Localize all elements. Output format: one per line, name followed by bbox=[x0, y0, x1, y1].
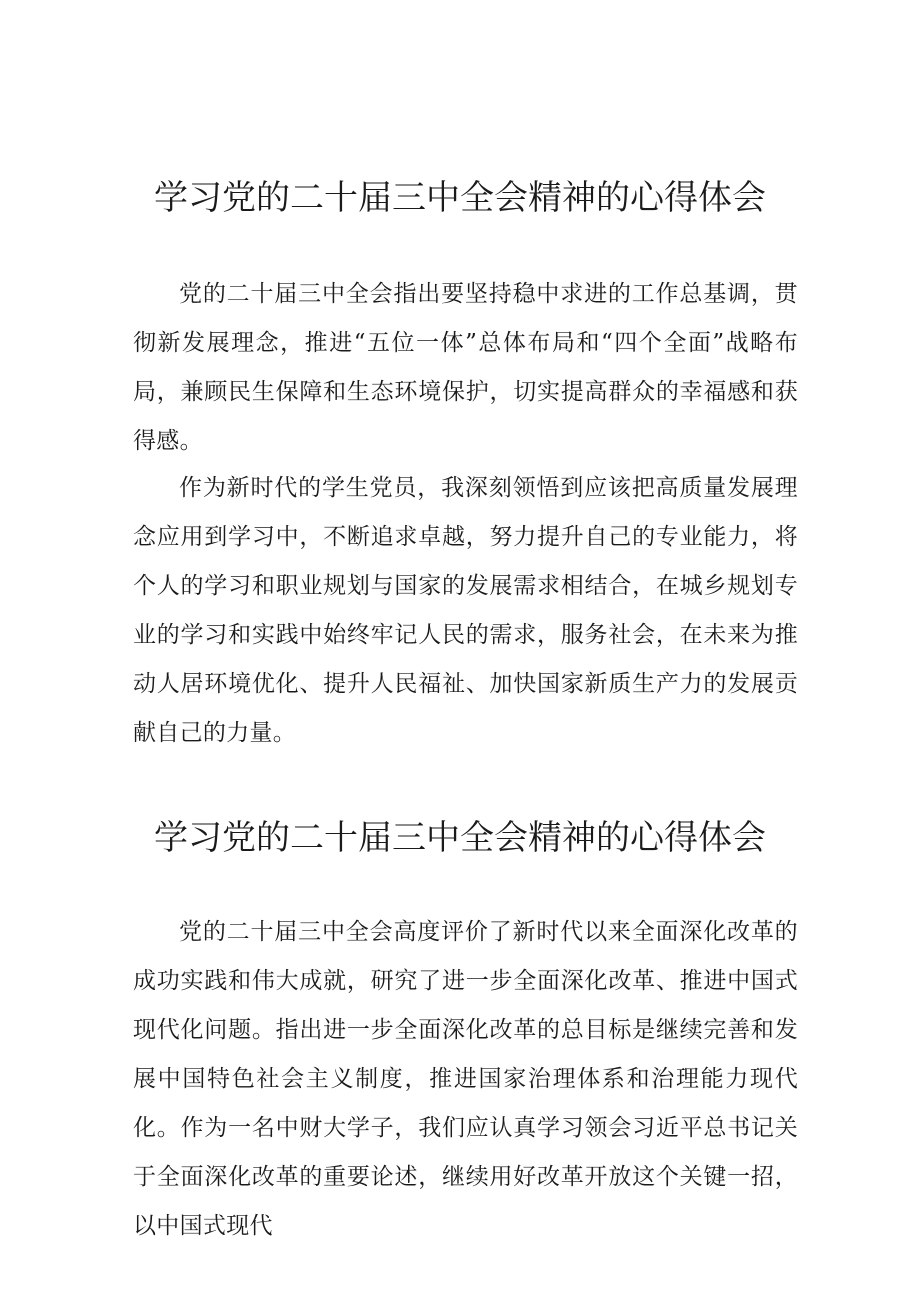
section-1-paragraph-1: 党的二十届三中全会指出要坚持稳中求进的工作总基调，贯彻新发展理念，推进“五位一体”总体布局和“四个全面”战略布局，兼顾民生保障和生态环境保护，切实提高群众的幸福感和获得感。 bbox=[133, 281, 798, 454]
section-2-paragraph-1: 党的二十届三中全会高度评价了新时代以来全面深化改革的成功实践和伟大成就，研究了进一步全面深化改革、推进中国式现代化问题。指出进一步全面深化改革的总目标是继续完善和发展中国特色社会主义制度，推进国家治理体系和治理能力现代化。作为一名中财大学子，我们应认真学习领会习近平总书记关于全面深化改革的重要论述，继续用好改革开放这个关键一招，以中国式现代 bbox=[133, 919, 798, 1239]
section-1-paragraph-2: 作为新时代的学生党员，我深刻领悟到应该把高质量发展理念应用到学习中，不断追求卓越，努力提升自己的专业能力，将个人的学习和职业规划与国家的发展需求相结合，在城乡规划专业的学习和实践中始终牢记人民的需求，服务社会，在未来为推动人居环境优化、提升人民福祉、加快国家新质生产力的发展贡献自己的力量。 bbox=[133, 475, 798, 746]
section-2-title: 学习党的二十届三中全会精神的心得体会 bbox=[154, 818, 766, 858]
section-1-title: 学习党的二十届三中全会精神的心得体会 bbox=[154, 178, 766, 218]
